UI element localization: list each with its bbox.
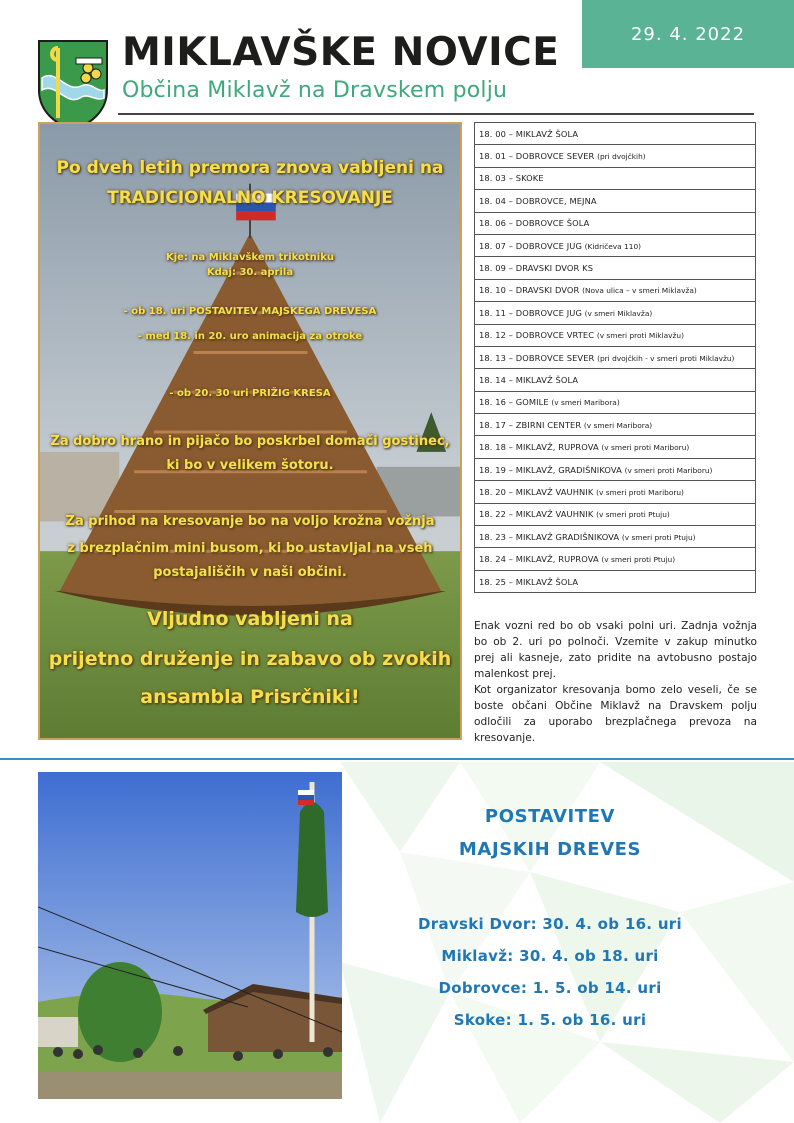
stop-note: (Nova ulica – v smeri Miklavža): [582, 286, 697, 296]
table-row: [475, 279, 756, 301]
poster-item-tree-raising: - ob 18. uri POSTAVITEV MAJSKEGA DREVESA: [123, 306, 377, 317]
table-row: [475, 324, 756, 346]
table-row: [475, 458, 756, 480]
stop-name: 18. 16 – GOMILE: [479, 397, 549, 408]
table-row: [475, 570, 756, 592]
stop-note: (v smeri proti Ptuju): [621, 532, 696, 542]
poster-food-line2: ki bo v velikem šotoru.: [166, 458, 334, 473]
bonfire-poster: [38, 122, 462, 740]
maypole-title-line2: MAJSKIH DREVES: [458, 839, 642, 860]
table-row: [475, 503, 756, 525]
stop-note: (pri dvojčkih): [597, 152, 646, 162]
stop-note: (v smeri proti Miklavžu): [596, 331, 684, 341]
table-row: [475, 414, 756, 436]
table-row: [475, 145, 756, 167]
stop-name: 18. 24 – MIKLAVŽ, RUPROVA: [479, 554, 599, 565]
stop-name: 18. 23 – MIKLAVŽ GRADIŠNIKOVA: [479, 531, 620, 542]
table-row: [475, 302, 756, 324]
poster-item-bonfire: - ob 20. 30 uri PRIŽIG KRESA: [169, 388, 331, 399]
stop-note: (v smeri proti Mariboru): [601, 443, 690, 453]
list-item: Miklavž: 30. 4. ob 18. uri: [441, 947, 659, 965]
table-row: [475, 391, 756, 413]
poster-invite-line2: prijetno druženje in zabavo ob zvokih: [48, 648, 452, 670]
table-row: [475, 123, 756, 145]
stop-name: 18. 19 – MIKLAVŽ, GRADIŠNIKOVA: [479, 464, 622, 475]
stop-name: 18. 17 – ZBIRNI CENTER: [479, 419, 582, 430]
stop-note: (v smeri proti Mariboru): [624, 465, 713, 475]
maypole-section-title: [380, 800, 720, 866]
maypole-title-line1: POSTAVITEV: [484, 806, 616, 827]
stop-note: (v smeri proti Ptuju): [601, 555, 676, 565]
newsletter-subtitle: Občina Miklavž na Dravskem polju: [122, 78, 508, 103]
table-row: [475, 257, 756, 279]
poster-invite-line1: Vljudno vabljeni na: [147, 608, 353, 630]
poster-where: Kje: na Miklavškem trikotniku: [165, 252, 335, 263]
stop-name: 18. 03 – SKOKE: [479, 173, 544, 184]
list-item: Dravski Dvor: 30. 4. ob 16. uri: [418, 915, 682, 933]
maypole-events-list: [380, 908, 720, 1036]
stop-note: (v smeri Maribora): [551, 398, 620, 408]
poster-food-line1: Za dobro hrano in pijačo bo poskrbel domači gostinec,: [50, 434, 450, 449]
stop-note: (v smeri proti Ptuju): [596, 510, 670, 520]
table-row: [475, 548, 756, 570]
stop-name: 18. 25 – MIKLAVŽ ŠOLA: [479, 576, 579, 587]
table-row: [475, 481, 756, 503]
stop-name: 18. 06 – DOBROVCE ŠOLA: [479, 218, 590, 229]
stop-name: 18. 20 – MIKLAVŽ VAUHNIK: [479, 486, 594, 497]
poster-item-animation: - med 18. in 20. uro animacija za otroke: [137, 331, 363, 342]
stop-name: 18. 14 – MIKLAVŽ ŠOLA: [479, 374, 579, 385]
stop-name: 18. 04 – DOBROVCE, MEJNA: [479, 195, 597, 206]
stop-name: 18. 18 – MIKLAVŽ, RUPROVA: [479, 442, 599, 453]
stop-name: 18. 12 – DOBROVCE VRTEC: [479, 330, 595, 341]
table-row: [475, 167, 756, 189]
stop-name: 18. 10 – DRAVSKI DVOR: [479, 285, 580, 296]
table-row: [475, 190, 756, 212]
stop-note: (pri dvojčkih - v smeri proti Miklavžu): [597, 353, 735, 363]
poster-when: Kdaj: 30. aprila: [206, 267, 294, 278]
bus-schedule-table: [474, 122, 756, 593]
bonfire-woodpile-image: [40, 124, 460, 738]
list-item: Dobrovce: 1. 5. ob 14. uri: [438, 979, 662, 997]
schedule-note: [474, 618, 757, 746]
maypole-photo: [38, 772, 342, 1099]
stop-note: (v smeri Maribora): [583, 420, 653, 430]
stop-name: 18. 09 – DRAVSKI DVOR KS: [479, 263, 594, 274]
table-row: [475, 369, 756, 391]
table-row: [475, 346, 756, 368]
note-paragraph-2: Kot organizator kresovanja bomo zelo veseli, če se boste občani Občine Miklavž na Dravskem polju odločili za uporabo brezplačnega prevoza na kresovanje.: [474, 684, 757, 744]
stop-note: (v smeri Miklavža): [584, 308, 653, 318]
table-row: [475, 234, 756, 256]
newsletter-title: MIKLAVŠKE NOVICE: [122, 30, 560, 75]
note-paragraph-1: Enak vozni red bo ob vsaki polni uri. Zadnja vožnja bo ob 2. uri po polnoči. Vzemite v zakup minutko prej ali kasneje, zato pridite na avtobusno postajo malenkost prej.: [474, 620, 757, 680]
poster-bus-line2: z brezplačnim mini busom, ki bo ustavljal na vseh: [67, 541, 433, 556]
list-item: Skoke: 1. 5. ob 16. uri: [453, 1011, 647, 1029]
stop-note: (v smeri proti Mariboru): [596, 487, 684, 497]
section-divider: [0, 758, 794, 760]
stop-name: 18. 22 – MIKLAVŽ VAUHNIK: [479, 509, 594, 520]
stop-name: 18. 01 – DOBROVCE SEVER: [479, 151, 595, 162]
table-row: [475, 212, 756, 234]
stop-name: 18. 07 – DOBROVCE JUG: [479, 240, 582, 251]
table-row: [475, 526, 756, 548]
poster-heading-line1: Po dveh letih premora znova vabljeni na: [56, 158, 444, 178]
stop-name: 18. 13 – DOBROVCE SEVER: [479, 352, 595, 363]
header-rule: [118, 113, 754, 115]
table-row: [475, 436, 756, 458]
stop-name: 18. 11 – DOBROVCE JUG: [479, 307, 582, 318]
stop-note: (Kidričeva 110): [584, 241, 642, 251]
stop-name: 18. 00 – MIKLAVŽ ŠOLA: [479, 128, 579, 139]
poster-bus-line3: postajališčih v naši občini.: [153, 565, 347, 580]
poster-bus-line1: Za prihod na kresovanje bo na voljo krožna vožnja: [65, 514, 435, 529]
issue-date: 29. 4. 2022: [582, 0, 794, 68]
municipality-crest-icon: [36, 38, 110, 132]
poster-invite-line3: ansambla Prisrčniki!: [140, 686, 360, 708]
poster-heading-line2: TRADICIONALNO KRESOVANJE: [107, 188, 393, 208]
